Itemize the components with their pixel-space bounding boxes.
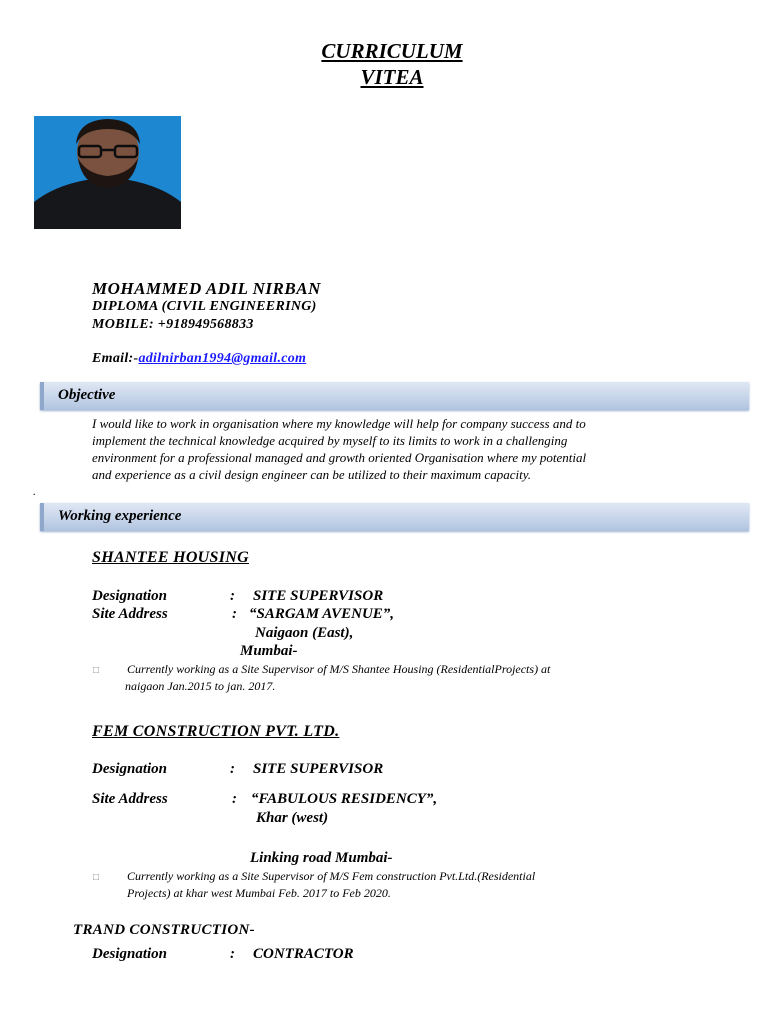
- site-address-line: Naigaon (East),: [255, 625, 354, 641]
- site-address-label: Site Address: [92, 791, 168, 807]
- colon: :: [232, 606, 237, 622]
- job-description-line: Currently working as a Site Supervisor of M/S Shantee Housing (ResidentialProjects) at: [127, 662, 551, 676]
- designation-label: Designation: [92, 761, 168, 777]
- mobile-number: MOBILE: +918949568833: [92, 317, 254, 332]
- objective-text: [92, 415, 692, 483]
- profile-photo: [34, 116, 181, 229]
- bullet-icon: □: [93, 872, 100, 883]
- site-address-line: “FABULOUS RESIDENCY”,: [251, 791, 438, 807]
- qualification: DIPLOMA (CIVIL ENGINEERING): [92, 299, 317, 314]
- colon: :: [230, 761, 235, 777]
- email-label: Email:-: [92, 351, 139, 366]
- objective-line: implement the technical knowledge acquired by myself to its limits to work in a challenging: [92, 433, 568, 448]
- site-address-line: Mumbai-: [240, 643, 298, 659]
- job-description-line: naigaon Jan.2015 to jan. 2017.: [125, 679, 276, 693]
- site-address-line: Khar (west): [256, 810, 329, 826]
- designation-value: CONTRACTOR: [253, 946, 354, 962]
- job-description-line: Projects) at khar west Mumbai Feb. 2017 to Feb 2020.: [127, 886, 391, 900]
- colon: :: [230, 588, 235, 604]
- colon: :: [230, 946, 235, 962]
- colon: :: [232, 791, 237, 807]
- experience-heading: Working experience: [58, 508, 182, 524]
- bullet-icon: □: [93, 665, 100, 676]
- site-address-label: Site Address: [92, 606, 168, 622]
- company-name: TRAND CONSTRUCTION-: [73, 922, 255, 938]
- objective-section-header: [40, 382, 749, 410]
- objective-line: environment for a professional managed and growth oriented Organisation where my potential: [92, 450, 587, 465]
- cv-title-line-1: CURRICULUM: [321, 39, 463, 63]
- person-portrait-icon: [34, 116, 181, 229]
- objective-line: and experience as a civil design engineer can be utilized to their maximum capacity.: [92, 467, 531, 482]
- designation-value: SITE SUPERVISOR: [253, 761, 384, 777]
- candidate-name: MOHAMMED ADIL NIRBAN: [92, 279, 321, 298]
- experience-section-header: [40, 503, 749, 531]
- job-description: [127, 661, 632, 695]
- company-name: FEM CONSTRUCTION PVT. LTD.: [92, 723, 340, 740]
- designation-label: Designation: [92, 588, 168, 604]
- company-name: SHANTEE HOUSING: [92, 549, 249, 566]
- email-link[interactable]: adilnirban1994@gmail.com: [138, 351, 307, 366]
- stray-mark: .: [33, 484, 36, 498]
- objective-heading: Objective: [58, 387, 116, 403]
- site-address-line: Linking road Mumbai-: [250, 850, 393, 866]
- cv-title-line-2: VITEA: [360, 65, 424, 89]
- email-line: [92, 351, 306, 367]
- site-address-line: “SARGAM AVENUE”,: [249, 606, 395, 622]
- designation-label: Designation: [92, 946, 168, 962]
- job-description: [127, 868, 632, 902]
- objective-line: I would like to work in organisation where my knowledge will help for company success and to: [92, 416, 586, 431]
- designation-value: SITE SUPERVISOR: [253, 588, 384, 604]
- job-description-line: Currently working as a Site Supervisor of M/S Fem construction Pvt.Ltd.(Residential: [127, 869, 536, 883]
